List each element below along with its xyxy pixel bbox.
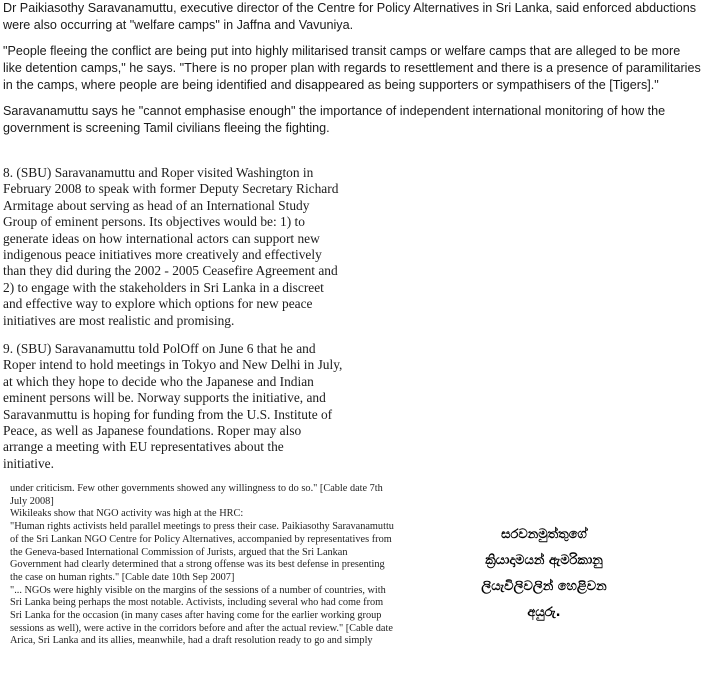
text-line: Saravanmuttu is hoping for funding from the U.S. Institute of <box>3 406 333 422</box>
newspaper-clipping <box>0 483 455 679</box>
text-line: like detention camps," he says. "There is no proper plan with regards to resettlement and there is a presence of paramilitaries <box>3 61 701 75</box>
text-line: Peace, as well as Japanese foundations. Roper may also <box>3 423 302 439</box>
text-line: eminent persons will be. Norway supports the initiative, and <box>3 390 326 406</box>
clipping-line: Government had clearly determined that a strong offense was its best defense in presenting <box>10 559 385 571</box>
clipping-line: the case on human rights." [Cable date 10th Sep 2007] <box>10 571 235 583</box>
clipping-line: sessions as well), were active in the corridors before and after the actual review." [Cable date <box>10 622 393 634</box>
text-line: than they did during the 2002 - 2005 Ceasefire Agreement and <box>3 263 338 279</box>
text-line: in the camps, where people are being identified and disappeared as being supporters or sympathisers of the [Tigers]." <box>3 78 659 92</box>
clipping-line: July 2008] <box>10 495 54 507</box>
text-line: Dr Paikiasothy Saravanamuttu, executive director of the Centre for Policy Alternatives in Sri Lanka, said enforced abductions <box>3 1 697 15</box>
caption-line: ලියැවිලිවලින් හෙළිවන <box>481 579 607 594</box>
text-line: Armitage about serving as head of an International Study <box>3 197 310 213</box>
text-line: February 2008 to speak with former Deputy Secretary Richard <box>3 181 339 197</box>
clipping-line: the Geneva-based International Commission of Jurists, argued that the Sri Lankan <box>10 546 348 558</box>
text-line: at which they hope to decide who the Japanese and Indian <box>3 373 314 389</box>
text-line: were also occurring at "welfare camps" in Jaffna and Vavuniya. <box>3 18 354 32</box>
clipping-line: "Human rights activists held parallel meetings to press their case. Paikiasothy Saravanamuttu <box>10 521 394 533</box>
text-line: 8. (SBU) Saravanamuttu and Roper visited Washington in <box>3 165 314 180</box>
clipping-line: under criticism. Few other governments showed any willingness to do so." [Cable date 7th <box>10 483 383 494</box>
clipping-line: Wikileaks show that NGO activity was high at the HRC: <box>10 508 244 520</box>
clipping-line: "... NGOs were highly visible on the margins of the sessions of a number of countries, with <box>10 584 386 596</box>
article-paragraph-1 <box>3 0 697 34</box>
text-line: 9. (SBU) Saravanamuttu told PolOff on June 6 that he and <box>3 341 316 356</box>
caption-line: අයුරු. <box>527 605 561 620</box>
sinhala-caption <box>465 522 623 626</box>
clipping-line: Sri Lanka being perhaps the most notable. Activists, including several who had come from <box>10 597 384 609</box>
clipping-line: of the Sri Lankan NGO Centre for Policy Alternatives, accompanied by representatives from <box>10 533 392 545</box>
article-paragraph-3 <box>3 103 666 137</box>
caption-line: සරවනමුත්තුගේ <box>501 527 587 542</box>
text-line: indigenous peace initiatives more creatively and effectively <box>3 247 322 263</box>
text-line: government is screening Tamil civilians fleeing the fighting. <box>3 121 330 135</box>
text-line: Group of eminent persons. Its objectives would be: 1) to <box>3 214 305 230</box>
text-line: Saravanamuttu says he "cannot emphasise enough" the importance of independent international monitoring of how the <box>3 104 666 118</box>
cable-paragraph-8 <box>3 165 338 329</box>
text-line: initiatives are most realistic and promising. <box>3 312 235 328</box>
text-line: initiative. <box>3 455 54 471</box>
text-line: Roper intend to hold meetings in Tokyo and New Delhi in July, <box>3 357 343 373</box>
clipping-line: Sri Lanka for the occasion (in many cases after having come for the earlier working group <box>10 610 382 622</box>
text-line: 2) to engage with the stakeholders in Sri Lanka in a discreet <box>3 279 324 295</box>
cable-paragraph-9 <box>3 341 342 472</box>
clipping-line: Arica, Sri Lanka and its allies, meanwhile, had a draft resolution ready to go and simply <box>10 635 373 647</box>
article-paragraph-2 <box>3 43 701 94</box>
text-line: "People fleeing the conflict are being put into highly militarised transit camps or welfare camps that are alleged to be more <box>3 44 681 58</box>
text-line: arrange a meeting with EU representatives about the <box>3 439 284 455</box>
text-line: and effective way to explore which options for new peace <box>3 296 313 312</box>
text-line: generate ideas on how international actors can support new <box>3 230 320 246</box>
caption-line: ක්‍රියාදාමයන් ඇමරිකානු <box>485 553 603 568</box>
